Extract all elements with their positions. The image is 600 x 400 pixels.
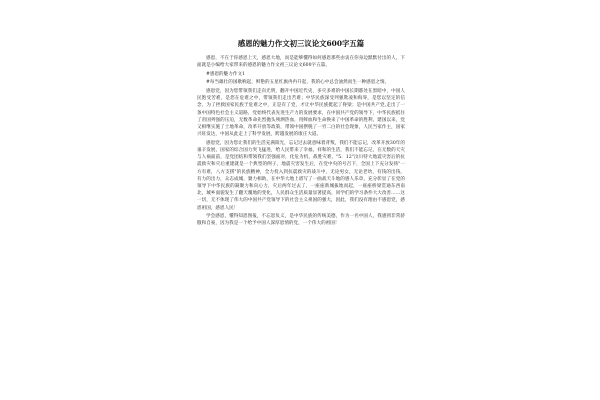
paragraph-intro: 感恩，不在于你感恩上天，感恩大地，而是能够懂得如何感恩那些由衷在你身边默默付出的人，下面就是小编给大家带来的感恩的魅力作文初三议论文600字五篇。 [197, 56, 405, 69]
paragraph-2: 感恩党，因为您带领我们走向光明，翻开中国近代史，多灾多难的中国长期都处在黑暗中，中国人民饱受苦难，是您在危难之中，带领我们走出苦难；中华民族深受列强欺凌和侮辱，是您以坚定的信念，为了拯救国家民族于危难之中，正是有了党，才让中华民族挺起了脊梁；是中国共产党,走出了一条中国特色社会主义道路，党始终代表先进生产力的发展要求，在中国共产党的领导下，中华民族抵住了帝国列强的压迫，无数革命先烈抛头颅洒热血，用鲜血和生命换来了中国革命的胜利，建国以来，党又相继实施了土地革命，改革开放等政策，带领中国摆脱了一穷二白的社会现象，人民当家作主，国家兴旺发达，中国从此走上了科学发展，跨越发展的康庄大道。 [197, 88, 405, 138]
document-title: 感恩的魅力作文初三议论文600字五篇 [237, 39, 365, 48]
paragraph-section-heading: #感恩的魅力作文1 [206, 71, 245, 77]
document-page [197, 36, 405, 398]
paragraph-1: #每当雄壮的国歌响起，鲜艳的五星红旗冉冉升起，我的心中总会油然而生一种感恩之情。 [206, 80, 390, 86]
paragraph-3: 感恩党，因为您让我们的生活充满阳光，忘记过去就意味着背叛，我们不能忘记，改革开放30年的艰辛发展，国家的综合国力突飞猛进，给人民带来了幸福，祥和的生活，我们不能忘记，在无数的天灾与人祸面前，是党团结和带领我们坚强面对，化危为机，战胜灾难，"5．12"汶川特大地震灾害后的抗震救灾和灾后重建就是一个典型的例子，地震灾害发生后，在党中央的号召下，全国上下充分发扬"一方有难，八方支援"的民族精神，全力投入到抗震救灾的战斗中，无论男女，无论老幼，有钱的出钱，有力的出力，众志成城，勠力相助，在中华大地上谱写了一曲战天斗地的感人乐章，充分彰显了在党的领导下中华民族的凝聚力和向心力，灾后两年过去了，一座座新城拔地而起，一座座桥梁贯通东西南北，城乡面貌发生了翻天覆地的变化，人民群众生活质量显著提高，同学们的学习条件大大改善……这一切，无不体现了伟大的中国共产党领导下的社会主义祖国的强大，因此，我们没有理由不感恩党，感恩祖国，感恩人民！ [197, 140, 405, 211]
paragraph-4: 学会感恩，懂得知恩图报，不忘恩负义，是中华民族的传统美德，作为一名中国人，我感到非常骄傲和自豪，因为我是一个给予中国人深厚恩情的党，一个伟大的祖国！ [197, 214, 405, 227]
